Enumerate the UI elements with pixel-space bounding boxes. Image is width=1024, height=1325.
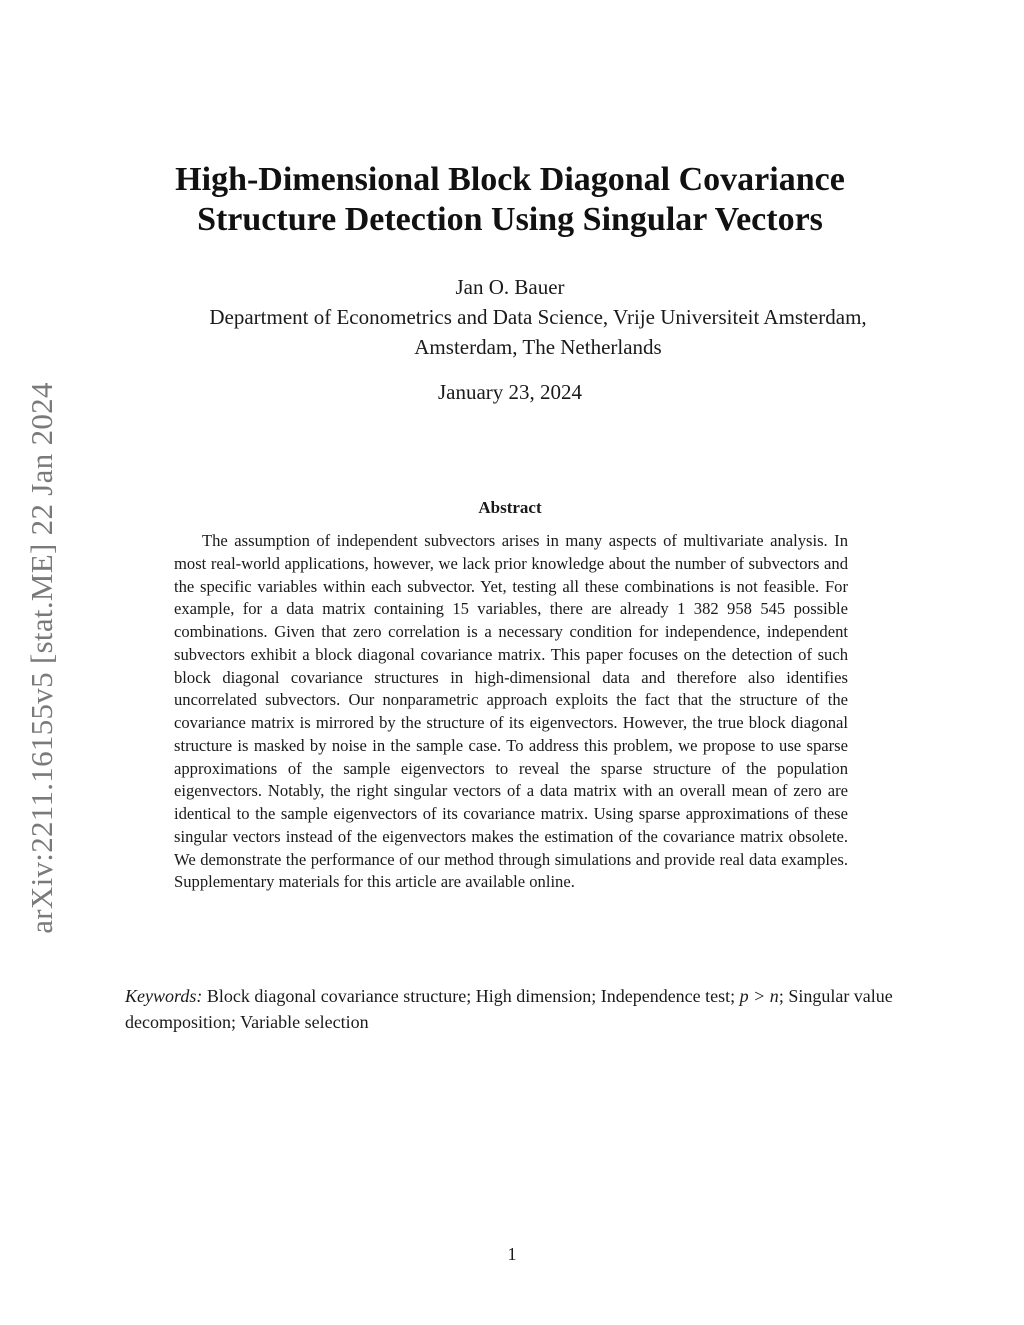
keywords-list-part-2: ; Singular value decomposition; Variable selection (125, 986, 893, 1032)
keywords-section (125, 983, 897, 1035)
keywords-math-expression: p > n (739, 986, 779, 1006)
paper-title-line-1: High-Dimensional Block Diagonal Covariance (175, 161, 845, 198)
abstract-body: The assumption of independent subvectors arises in many aspects of multivariate analysis. In most real-world applications, however, we lack prior knowledge about the number of subvectors and the specific variables within each subvector. Yet, testing all these combinations is not feasible. For example, for a data matrix containing 15 variables, there are already 1 382 958 545 possible combinations. Given that zero correlation is a necessary condition for independence, independent subvectors exhibit a block diagonal covariance matrix. This paper focuses on the detection of such block diagonal covariance structures in high-dimensional data and therefore also identifies uncorrelated subvectors. Our nonparametric approach exploits the fact that the structure of the covariance matrix is mirrored by the structure of its eigenvectors. However, the true block diagonal structure is masked by noise in the sample case. To address this problem, we propose to use sparse approximations of the sample eigenvectors to reveal the sparse structure of the population eigenvectors. Notably, the right singular vectors of a data matrix with an overall mean of zero are identical to the sample eigenvectors of its covariance matrix. Using sparse approximations of these singular vectors instead of the eigenvectors makes the estimation of the covariance matrix obsolete. We demonstrate the performance of our method through simulations and provide real data examples. Supplementary materials for this article are available online. (174, 531, 848, 892)
abstract-heading: Abstract (478, 498, 542, 517)
keywords-label: Keywords: (125, 986, 203, 1006)
author-affiliation (100, 302, 976, 362)
keywords-list-part-1: Block diagonal covariance structure; High dimension; Independence test; (206, 986, 736, 1006)
publication-date: January 23, 2024 (437, 380, 583, 404)
affiliation-line-1: Department of Econometrics and Data Science, Vrije Universiteit Amsterdam, (209, 305, 867, 329)
author-name: Jan O. Bauer (455, 275, 565, 299)
affiliation-line-2: Amsterdam, The Netherlands (414, 335, 662, 359)
paper-title (90, 160, 930, 240)
arxiv-identifier-stamp (20, 360, 64, 956)
paper-title-line-2: Structure Detection Using Singular Vectors (197, 201, 823, 238)
page-number: 1 (507, 1244, 517, 1264)
arxiv-identifier-text: arXiv:2211.16155v5 [stat.ME] 22 Jan 2024 (24, 382, 59, 934)
